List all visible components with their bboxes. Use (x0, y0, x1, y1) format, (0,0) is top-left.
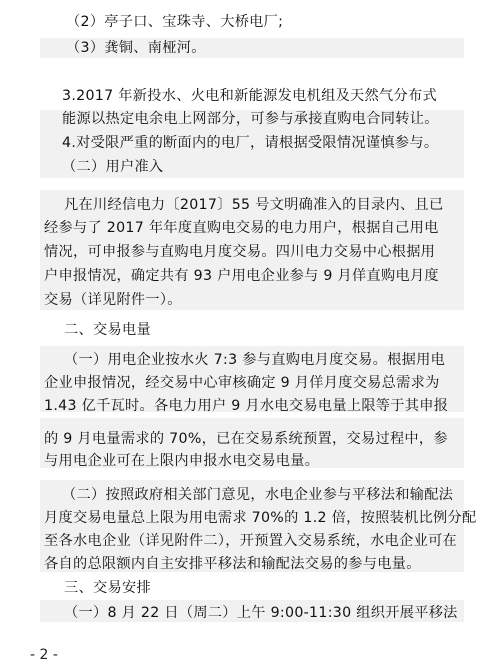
text-line: （二）用户准入 (62, 159, 164, 175)
text-line: 3.2017 年新投水、火电和新能源发电机组及天然气分布式 (62, 88, 437, 104)
text-line: 能源以热定电余电上网部分，可参与承接直购电合同转让。 (62, 111, 439, 127)
text-line: 月度交易电量总上限为用电需求 70%的 1.2 倍，按照装机比例分配 (44, 510, 477, 526)
text-line: （二）按照政府相关部门意见，水电企业参与平移法和输配法 (62, 487, 454, 503)
text-line: 凡在川经信电力〔2017〕55 号文明确准入的目录内、且已 (64, 197, 444, 213)
text-line: 情况，可申报参与直购电月度交易。四川电力交易中心根据用 (44, 244, 436, 260)
page-number: - 2 - (30, 647, 58, 663)
text-line: 4.对受限严重的断面内的电厂，请根据受限情况谨慎参与。 (62, 135, 439, 151)
section-heading: 三、交易安排 (64, 580, 151, 596)
section-heading: 二、交易电量 (64, 322, 151, 338)
text-line: 户申报情况，确定共有 93 户用电企业参与 9 月佯直购电月度 (44, 268, 439, 284)
text-line: 交易（详见附件一）。 (44, 292, 182, 308)
text-line: （3）龚铜、南桠河。 (66, 40, 206, 56)
text-line: 1.43 亿千瓦时。各电力用户 9 月水电交易电量上限等于其申报 (44, 398, 449, 414)
text-line: 各自的总限额内自主安排平移法和输配法交易的参与电量。 (44, 556, 421, 572)
text-line: 的 9 月电量需求的 70%，已在交易系统预置，交易过程中，参 (44, 431, 448, 447)
text-line: 企业申报情况，经交易中心审核确定 9 月佯月度交易总需求为 (44, 375, 440, 391)
text-line: （一）用电企业按水火 7:3 参与直购电月度交易。根据用电 (64, 352, 446, 368)
text-line: （2）亭子口、宝珠寺、大桥电厂; (66, 14, 284, 30)
text-line: （一）8 月 22 日（周二）上午 9:00-11:30 组织开展平移法 (64, 605, 458, 621)
text-line: 经参与了 2017 年年度直购电交易的电力用户，根据自己用电 (44, 220, 439, 236)
text-line: 至各水电企业（详见附件二），开预置入交易系统，水电企业可在 (44, 533, 458, 549)
text-line: 与用电企业可在上限内申报水电交易电量。 (44, 453, 320, 469)
